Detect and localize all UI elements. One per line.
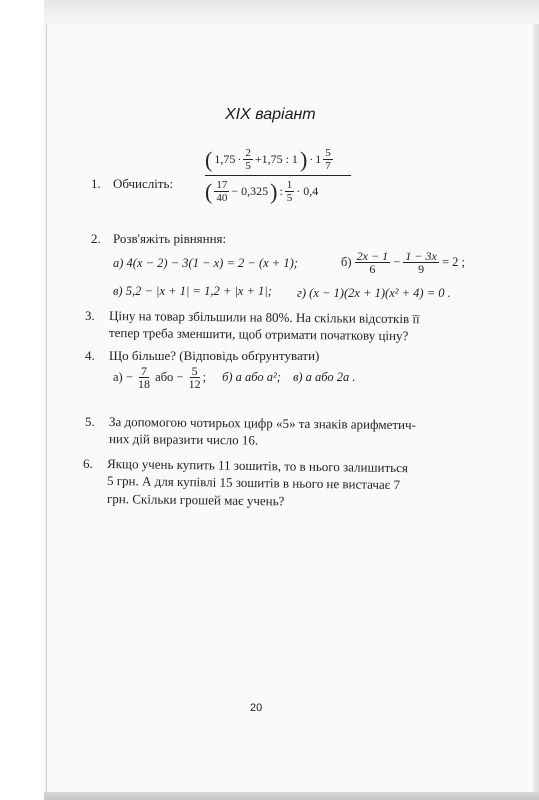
- problem-6-line-3: грн. Скільки грошей має учень?: [106, 491, 285, 509]
- problem-2-eq-c: в) 5,2 − |x + 1| = 1,2 + |x + 1|;: [113, 284, 272, 298]
- problem-3-line-1: Ціну на товар збільшили на 80%. На скільки відсотків її: [108, 308, 420, 327]
- document-page: [46, 24, 539, 794]
- problem-1-expression: [205, 147, 351, 204]
- problem-2-eq-b: б) 2x − 1 6 − $\frac{1 - 3x}{9}$ = 2 ;: [341, 249, 465, 276]
- problem-5-number: 5.: [85, 414, 95, 429]
- page-bottom-edge: [44, 792, 539, 800]
- variant-title: XIX варіант: [225, 106, 316, 123]
- expression-denominator: ( 17 40 − 0,325 ) : 1 5 · 0,4: [205, 178, 319, 204]
- problem-2-number: 2.: [91, 231, 101, 246]
- page-number: 20: [250, 702, 263, 714]
- problem-2-label: Розв'яжіть рівняння:: [113, 231, 227, 246]
- problem-3-number: 3.: [85, 308, 95, 323]
- problem-1-number: 1.: [91, 176, 101, 191]
- page-right-edge: [533, 24, 539, 794]
- expression-numerator: ( 1,75 · 2 5 +1,75 : 1 ) · 1 5 7: [205, 146, 331, 172]
- problem-6-line-1: Якщо учень купить 11 зошитів, то в нього залишиться: [106, 456, 408, 476]
- problem-6-line-2: 5 грн. А для купівлі 15 зошитів в нього не вистачає 7: [106, 473, 401, 493]
- problem-4-number: 4.: [85, 348, 95, 363]
- problem-2-eq-d: г) (x − 1)(2x + 1)(x² + 4) = 0 .: [297, 286, 451, 300]
- scan-top-border: [44, 0, 539, 26]
- problem-5-line-1: За допомогою чотирьох цифр «5» та знаків арифметич-: [108, 414, 417, 433]
- problem-6-number: 6.: [83, 456, 93, 471]
- problem-4-options: а) − $\frac{7}{18}$ або − $\frac{5}{12}$ ; б) a або a²; в) a або 2a .: [113, 364, 356, 391]
- problem-4-line-1: Що більше? (Відповідь обґрунтувати): [109, 348, 320, 363]
- problem-5-line-2: них дій виразити число 16.: [108, 431, 259, 448]
- problem-3-line-2: тепер треба зменшити, щоб отримати початкову ціну?: [108, 325, 409, 344]
- problem-2-eq-a: а) 4(x − 2) − 3(1 − x) = 2 − (x + 1);: [113, 256, 298, 270]
- problem-1-label: Обчисліть:: [113, 176, 174, 191]
- fraction-bar: [205, 175, 351, 176]
